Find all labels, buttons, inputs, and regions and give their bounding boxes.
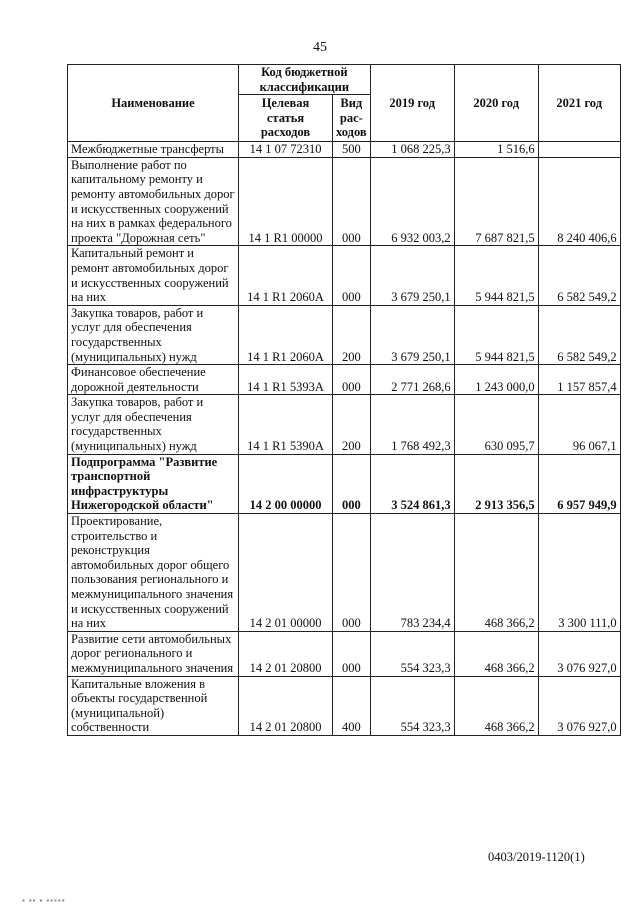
header-name: Наименование [68, 65, 239, 142]
row-value-2019: 783 234,4 [370, 514, 454, 632]
row-name: Развитие сети автомобильных дорог регионального и межмуниципального значения [68, 631, 239, 676]
row-value-2021: 6 582 549,2 [538, 305, 620, 364]
row-target-article: 14 1 07 72310 [239, 142, 333, 158]
row-name: Капитальный ремонт и ремонт автомобильных дорог и искусственных сооружений на них [68, 246, 239, 305]
row-value-2019: 554 323,3 [370, 631, 454, 676]
row-value-2019: 554 323,3 [370, 676, 454, 735]
table-row [68, 157, 621, 246]
scan-margin-mark: ▪ ▪▪ ▪ ▪▪▪▪▪ [22, 896, 66, 905]
document-code: 0403/2019-1120(1) [488, 850, 585, 864]
row-target-article: 14 2 01 20800 [239, 676, 333, 735]
row-value-2021: 1 157 857,4 [538, 365, 620, 395]
table-row [68, 631, 621, 676]
row-name: Закупка товаров, работ и услуг для обеспечения государственных (муниципальных) нужд [68, 395, 239, 454]
row-value-2021: 3 076 927,0 [538, 631, 620, 676]
row-name: Капитальные вложения в объекты государственной (муниципальной) собственности [68, 676, 239, 735]
row-target-article: 14 1 R1 2060A [239, 305, 333, 364]
row-value-2020: 630 095,7 [454, 395, 538, 454]
row-value-2019: 6 932 003,2 [370, 157, 454, 246]
row-target-article: 14 2 01 20800 [239, 631, 333, 676]
row-expense-kind: 000 [333, 454, 371, 513]
row-expense-kind: 200 [333, 395, 371, 454]
row-value-2020: 2 913 356,5 [454, 454, 538, 513]
header-expense-kind: Вид рас-ходов [333, 95, 371, 142]
row-value-2019: 2 771 268,6 [370, 365, 454, 395]
row-value-2020: 468 366,2 [454, 631, 538, 676]
table-row [68, 305, 621, 364]
row-value-2019: 3 679 250,1 [370, 305, 454, 364]
header-2020: 2020 год [454, 65, 538, 142]
row-value-2020: 7 687 821,5 [454, 157, 538, 246]
row-expense-kind: 000 [333, 514, 371, 632]
table-row [68, 365, 621, 395]
row-value-2020: 1 243 000,0 [454, 365, 538, 395]
row-name: Закупка товаров, работ и услуг для обеспечения государственных (муниципальных) нужд [68, 305, 239, 364]
table-row [68, 676, 621, 735]
row-value-2020: 468 366,2 [454, 514, 538, 632]
table-row [68, 514, 621, 632]
row-target-article: 14 1 R1 5390A [239, 395, 333, 454]
table-row [68, 142, 621, 158]
row-value-2021: 6 957 949,9 [538, 454, 620, 513]
row-expense-kind: 000 [333, 631, 371, 676]
header-2019: 2019 год [370, 65, 454, 142]
row-value-2019: 1 768 492,3 [370, 395, 454, 454]
row-value-2019: 3 524 861,3 [370, 454, 454, 513]
budget-table [67, 64, 621, 736]
row-value-2020: 468 366,2 [454, 676, 538, 735]
table-row [68, 246, 621, 305]
table-row [68, 395, 621, 454]
row-expense-kind: 000 [333, 246, 371, 305]
row-expense-kind: 000 [333, 157, 371, 246]
header-budget-code: Код бюджетной классификации [239, 65, 371, 95]
row-value-2020: 1 516,6 [454, 142, 538, 158]
row-value-2019: 3 679 250,1 [370, 246, 454, 305]
row-expense-kind: 200 [333, 305, 371, 364]
row-name: Проектирование, строительство и реконструкция автомобильных дорог общего пользования регионального и межмуниципального значения и искусственных сооружений на них [68, 514, 239, 632]
row-value-2021: 3 076 927,0 [538, 676, 620, 735]
row-value-2021: 6 582 549,2 [538, 246, 620, 305]
page-number: 45 [313, 40, 327, 55]
row-target-article: 14 2 00 00000 [239, 454, 333, 513]
row-value-2020: 5 944 821,5 [454, 305, 538, 364]
row-value-2020: 5 944 821,5 [454, 246, 538, 305]
row-value-2019: 1 068 225,3 [370, 142, 454, 158]
row-expense-kind: 500 [333, 142, 371, 158]
row-name: Финансовое обеспечение дорожной деятельности [68, 365, 239, 395]
row-name: Подпрограмма "Развитие транспортной инфраструктуры Нижегородской области" [68, 454, 239, 513]
row-target-article: 14 2 01 00000 [239, 514, 333, 632]
row-value-2021: 3 300 111,0 [538, 514, 620, 632]
row-value-2021 [538, 142, 620, 158]
row-expense-kind: 400 [333, 676, 371, 735]
header-target-article: Целевая статья расходов [239, 95, 333, 142]
row-name: Межбюджетные трансферты [68, 142, 239, 158]
row-target-article: 14 1 R1 5393A [239, 365, 333, 395]
row-name: Выполнение работ по капитальному ремонту и ремонту автомобильных дорог и искусственных сооружений на них в рамках федерального проекта "Дорожная сеть" [68, 157, 239, 246]
header-2021: 2021 год [538, 65, 620, 142]
row-value-2021: 8 240 406,6 [538, 157, 620, 246]
row-target-article: 14 1 R1 2060A [239, 246, 333, 305]
row-target-article: 14 1 R1 00000 [239, 157, 333, 246]
row-expense-kind: 000 [333, 365, 371, 395]
table-row [68, 454, 621, 513]
row-value-2021: 96 067,1 [538, 395, 620, 454]
